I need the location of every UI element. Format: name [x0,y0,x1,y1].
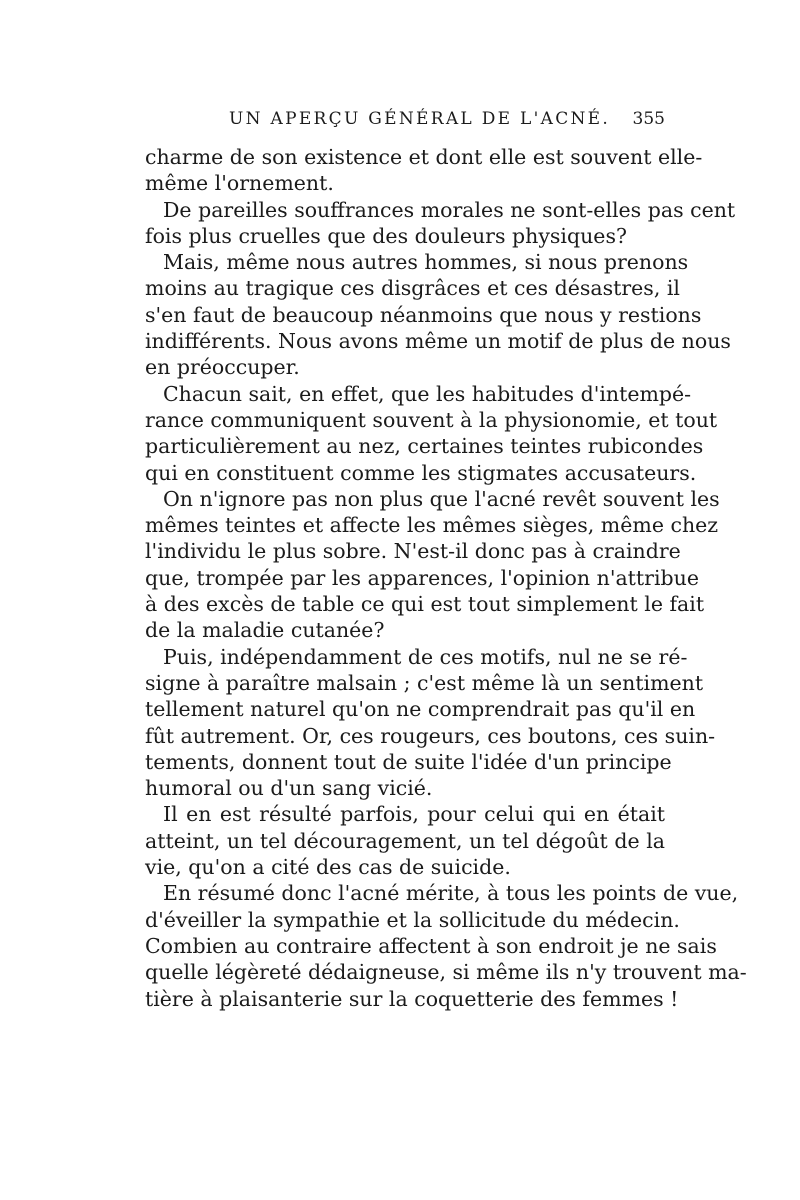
text-line: qui en constituent comme les stigmates accusateurs. [145,460,697,485]
text-line: humoral ou d'un sang vicié. [145,776,433,801]
text-line: vie, qu'on a cité des cas de suicide. [145,855,511,880]
text-line: fois plus cruelles que des douleurs physiques? [145,223,627,248]
text-line: tements, donnent tout de suite l'idée d'un principe [145,749,672,774]
text-line: mêmes teintes et affecte les mêmes sièges, même chez [145,513,719,538]
running-title: UN APERÇU GÉNÉRAL DE L'ACNÉ. [229,109,611,129]
text-line: s'en faut de beaucoup néanmoins que nous y restions [145,302,702,327]
page-number: 355 [632,109,665,129]
text-line: quelle légèreté dédaigneuse, si même ils n'y trouvent ma- [145,960,747,985]
text-line: rance communiquent souvent à la physionomie, et tout [145,407,718,432]
text-line: atteint, un tel découragement, un tel dégoût de la [145,828,665,853]
text-line: à des excès de table ce qui est tout simplement le fait [145,592,705,617]
body-text [145,144,747,1012]
page-header [145,109,665,139]
text-line: de la maladie cutanée? [145,618,385,643]
text-line: moins au tragique ces disgrâces et ces désastres, il [145,276,680,301]
text-line: Mais, même nous autres hommes, si nous prenons [163,250,689,275]
text-line: tière à plaisanterie sur la coquetterie des femmes ! [145,986,679,1011]
text-line: En résumé donc l'acné mérite, à tous les points de vue, [163,881,739,906]
text-line: On n'ignore pas non plus que l'acné revêt souvent les [163,486,720,511]
text-line: d'éveiller la sympathie et la sollicitude du médecin. [145,907,680,932]
text-line: Combien au contraire affectent à son endroit je ne sais [145,933,717,958]
text-line: Il en est résulté parfois, pour celui qui en était [163,802,665,827]
text-line: Chacun sait, en effet, que les habitudes d'intempé- [163,381,692,406]
text-line: même l'ornement. [145,171,334,196]
text-line: indifférents. Nous avons même un motif de plus de nous [145,329,731,354]
text-line: l'individu le plus sobre. N'est-il donc pas à craindre [145,539,681,564]
text-line: Puis, indépendamment de ces motifs, nul ne se ré- [163,644,688,669]
text-line: fût autrement. Or, ces rougeurs, ces boutons, ces suin- [145,723,716,748]
text-line: charme de son existence et dont elle est souvent elle- [145,145,703,169]
text-line: en préoccuper. [145,355,300,380]
text-line: signe à paraître malsain ; c'est même là un sentiment [145,670,704,695]
text-line: que, trompée par les apparences, l'opinion n'attribue [145,565,699,590]
text-line: tellement naturel qu'on ne comprendrait pas qu'il en [145,697,696,722]
text-line: De pareilles souffrances morales ne sont-elles pas cent [163,197,736,222]
text-line: particulièrement au nez, certaines teintes rubicondes [145,434,704,459]
